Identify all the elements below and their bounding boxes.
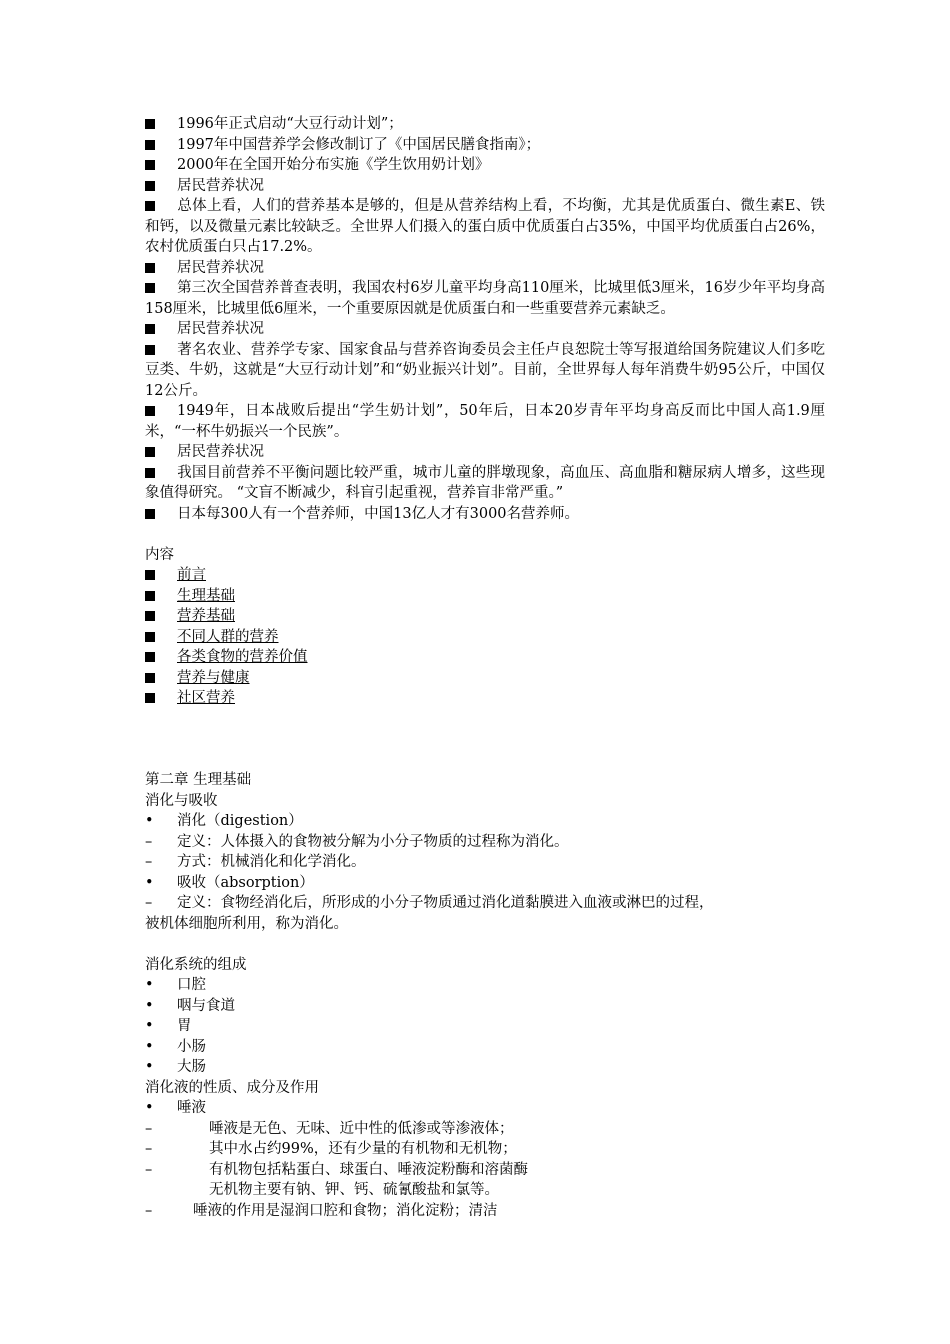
dash-icon: – <box>145 833 153 850</box>
square-bullet-icon <box>145 263 155 273</box>
dash-icon: – <box>145 1161 153 1178</box>
toc-item <box>145 627 825 648</box>
square-bullet-icon <box>145 181 155 191</box>
toc-link-physiology[interactable]: 生理基础 <box>177 587 235 604</box>
square-bullet-icon <box>145 324 155 334</box>
toc-item <box>145 668 825 689</box>
section-heading: 消化液的性质、成分及作用 <box>145 1079 319 1096</box>
list-item: • 小肠 <box>145 1037 825 1058</box>
list-item: – 唾液的作用是湿润口腔和食物；消化淀粉；清洁 <box>145 1201 825 1222</box>
square-bullet-icon <box>145 611 155 621</box>
list-item: – 唾液是无色、无味、近中性的低渗或等渗液体； <box>145 1119 825 1140</box>
dash-icon: – <box>145 854 153 870</box>
square-bullet-icon <box>145 140 155 150</box>
paragraph: 1949年，日本战败后提出“学生奶计划”，50年后，日本20岁青年平均身高反而比中国人高1.9厘米，“一杯牛奶振兴一个民族”。 <box>145 403 825 440</box>
list-item: • 咽与食道 <box>145 996 825 1017</box>
square-bullet-icon <box>145 673 155 683</box>
list-item: 居民营养状况 <box>145 319 825 340</box>
toc-item <box>145 606 825 627</box>
square-bullet-icon <box>145 632 155 642</box>
square-bullet-icon <box>145 652 155 662</box>
toc-item <box>145 586 825 607</box>
section-heading: 消化系统的组成 <box>145 956 247 973</box>
list-item: 居民营养状况 <box>145 442 825 463</box>
list-item: 2000年在全国开始分布实施《学生饮用奶计划》 <box>145 155 825 176</box>
list-item: 日本每300人有一个营养师，中国13亿人才有3000名营养师。 <box>145 504 825 525</box>
dash-icon: – <box>145 1141 153 1157</box>
bullet-icon: • <box>145 813 154 829</box>
paragraph: 我国目前营养不平衡问题比较严重，城市儿童的胖墩现象，高血压、高血脂和糖尿病人增多，这些现象值得研究。 “文盲不断减少，科盲引起重视，营养盲非常严重。” <box>145 464 825 501</box>
list-item: • 消化（digestion） <box>145 811 825 832</box>
chapter-title: 第二章 生理基础 <box>145 772 252 788</box>
square-bullet-icon <box>145 570 155 580</box>
document-page <box>145 114 825 1221</box>
toc-link-food-value[interactable]: 各类食物的营养价值 <box>177 649 308 665</box>
list-item: – 方式：机械消化和化学消化。 <box>145 852 825 873</box>
square-bullet-icon <box>145 283 155 293</box>
toc-link-nutrition-health[interactable]: 营养与健康 <box>177 669 250 686</box>
list-item: – 定义：食物经消化后，所形成的小分子物质通过消化道黏膜进入血液或淋巴的过程， <box>145 893 825 914</box>
toc-link-preface[interactable]: 前言 <box>177 567 206 583</box>
toc-heading: 内容 <box>145 546 174 563</box>
toc-link-population-nutrition[interactable]: 不同人群的营养 <box>177 628 279 645</box>
dash-icon: – <box>145 895 153 911</box>
list-item: 居民营养状况 <box>145 176 825 197</box>
bullet-icon: • <box>145 977 154 993</box>
square-bullet-icon <box>145 160 155 170</box>
square-bullet-icon <box>145 693 155 703</box>
toc-link-nutrition-basics[interactable]: 营养基础 <box>177 608 235 624</box>
list-item: • 大肠 <box>145 1057 825 1078</box>
square-bullet-icon <box>145 591 155 601</box>
square-bullet-icon <box>145 468 155 478</box>
bullet-icon: • <box>145 1018 154 1034</box>
bullet-icon: • <box>145 1100 154 1116</box>
square-bullet-icon <box>145 345 155 355</box>
list-item: • 唾液 <box>145 1098 825 1119</box>
toc-link-community[interactable]: 社区营养 <box>177 690 235 706</box>
bullet-icon: • <box>145 997 154 1014</box>
square-bullet-icon <box>145 201 155 211</box>
list-item: • 口腔 <box>145 975 825 996</box>
square-bullet-icon <box>145 447 155 457</box>
bullet-icon: • <box>145 1059 154 1075</box>
square-bullet-icon <box>145 509 155 519</box>
list-item: – 定义：人体摄入的食物被分解为小分子物质的过程称为消化。 <box>145 832 825 853</box>
list-item: – 有机物包括粘蛋白、球蛋白、唾液淀粉酶和溶菌酶 <box>145 1160 825 1181</box>
square-bullet-icon <box>145 119 155 129</box>
text-line: 被机体细胞所利用，称为消化。 <box>145 915 348 932</box>
section-heading: 消化与吸收 <box>145 792 218 809</box>
square-bullet-icon <box>145 406 155 416</box>
dash-icon: – <box>145 1120 153 1137</box>
toc-item <box>145 688 825 709</box>
toc-item <box>145 647 825 668</box>
list-item: 居民营养状况 <box>145 258 825 279</box>
list-item: • 胃 <box>145 1016 825 1037</box>
paragraph: 著名农业、营养学专家、国家食品与营养咨询委员会主任卢良恕院士等写报道给国务院建议人们多吃豆类、牛奶，这就是“大豆行动计划”和“奶业振兴计划”。目前，全世界每人每年消费牛奶95公斤，中国仅12公斤。 <box>145 341 825 399</box>
list-item: • 吸收（absorption） <box>145 873 825 894</box>
paragraph: 总体上看，人们的营养基本是够的，但是从营养结构上看，不均衡，尤其是优质蛋白、微生素E、铁和钙，以及微量元素比较缺乏。全世界人们摄入的蛋白质中优质蛋白占35%，中国平均优质蛋白占26%，农村优质蛋白只占17.2%。 <box>145 198 826 255</box>
list-item: 无机物主要有钠、钾、钙、硫氰酸盐和氯等。 <box>209 1182 499 1198</box>
bullet-icon: • <box>145 1038 154 1055</box>
list-item: – 其中水占约99%，还有少量的有机物和无机物； <box>145 1139 825 1160</box>
list-item: 1996年正式启动“大豆行动计划”； <box>145 114 825 135</box>
toc-item <box>145 565 825 586</box>
paragraph: 第三次全国营养普查表明，我国农村6岁儿童平均身高110厘米，比城里低3厘米，16岁少年平均身高158厘米，比城里低6厘米，一个重要原因就是优质蛋白和一些重要营养元素缺乏。 <box>145 280 825 317</box>
list-item: 1997年中国营养学会修改制订了《中国居民膳食指南》； <box>145 135 825 156</box>
bullet-icon: • <box>145 874 154 891</box>
dash-icon: – <box>145 1202 153 1219</box>
